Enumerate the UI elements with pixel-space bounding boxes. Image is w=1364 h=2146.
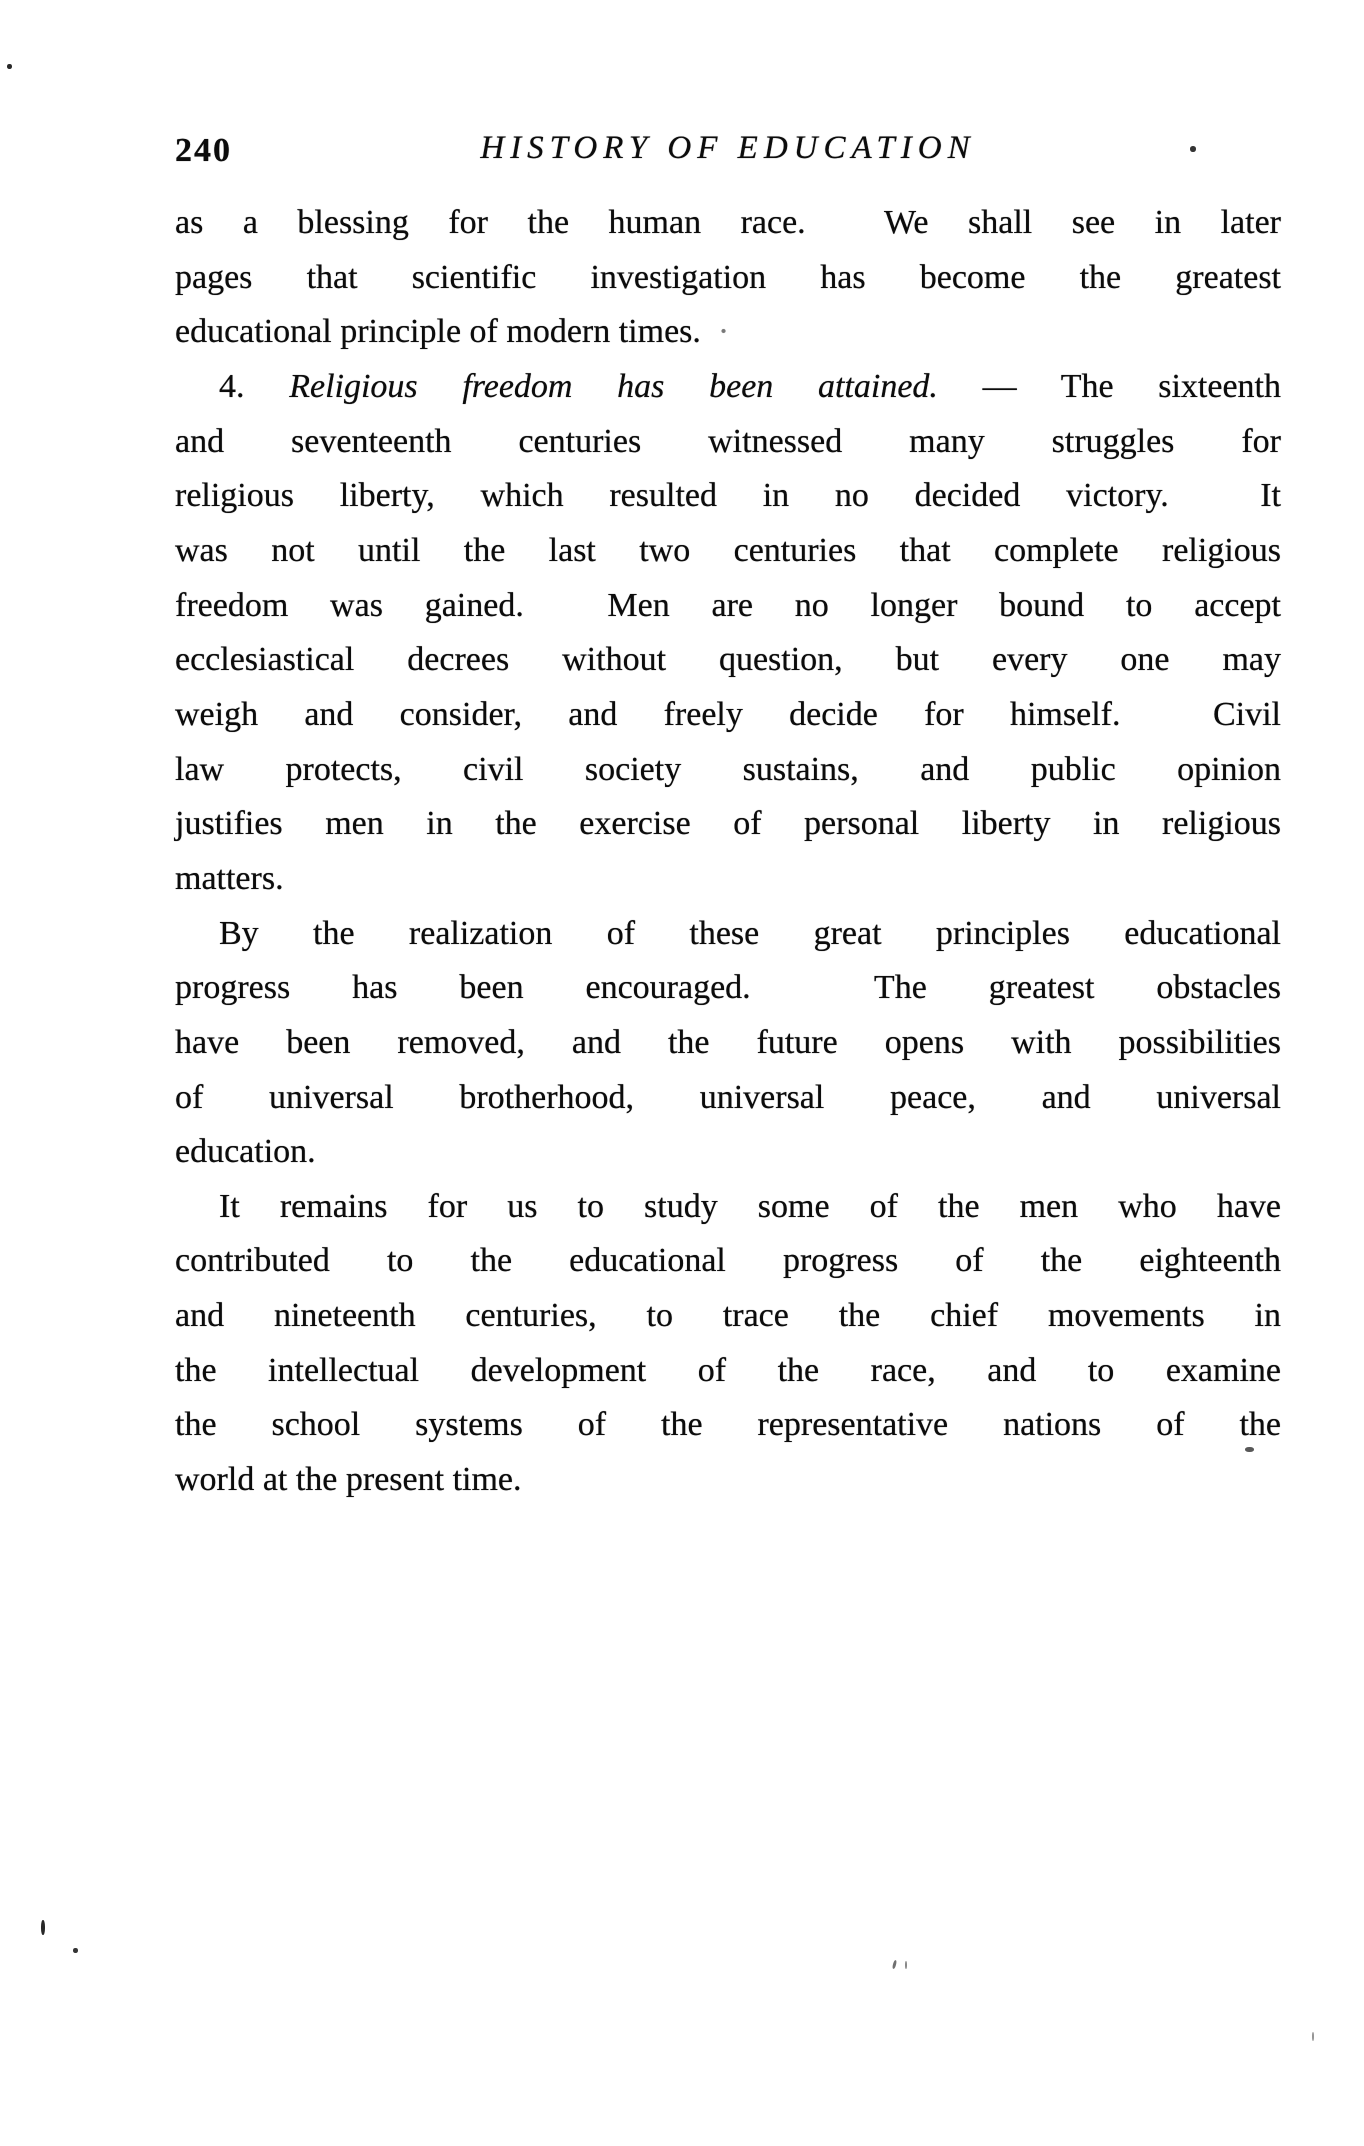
ink-speck xyxy=(1190,146,1196,152)
text-segment: · xyxy=(700,313,730,351)
text-segment: as a blessing for the human race. We shall see in later xyxy=(175,204,1281,241)
running-title: HISTORY OF EDUCATION xyxy=(480,130,976,166)
ink-speck xyxy=(41,1920,45,1935)
text-line xyxy=(175,469,1281,524)
ink-speck xyxy=(7,64,12,69)
ink-speck xyxy=(73,1948,78,1953)
text-segment: education. xyxy=(175,1133,316,1171)
text-line xyxy=(175,1453,1281,1508)
ink-speck xyxy=(1245,1447,1254,1452)
text-segment: educational principle of modern times. xyxy=(175,313,701,351)
italic-text-segment: Religious freedom has been attained. xyxy=(289,367,938,405)
text-segment: It remains for us to study some of the men who have xyxy=(219,1187,1281,1225)
text-segment: contributed to the educational progress of the eighteenth xyxy=(175,1242,1281,1280)
text-line xyxy=(175,360,1281,415)
text-line xyxy=(175,1016,1281,1071)
text-line xyxy=(175,743,1281,798)
text-segment: the school systems of the representative nations of the xyxy=(175,1406,1281,1444)
page-number: 240 xyxy=(175,132,232,169)
text-line xyxy=(175,1344,1281,1399)
text-segment: of universal brotherhood, universal peace, and universal xyxy=(175,1078,1281,1116)
text-segment: progress has been encouraged. The greatest obstacles xyxy=(175,969,1281,1007)
text-segment: world at the present time. xyxy=(175,1461,522,1499)
text-segment: 4. xyxy=(219,367,290,405)
ink-speck xyxy=(905,1961,907,1969)
text-segment: freedom was gained. Men are no longer bound to accept xyxy=(175,586,1281,624)
text-line xyxy=(175,633,1281,688)
text-line xyxy=(175,797,1281,852)
text-line xyxy=(175,1289,1281,1344)
text-segment: and nineteenth centuries, to trace the chief movements in xyxy=(175,1297,1281,1335)
text-line xyxy=(175,1180,1281,1235)
text-segment: the intellectual development of the race, and to examine xyxy=(175,1351,1281,1389)
ink-speck xyxy=(892,1960,897,1969)
text-line xyxy=(175,961,1281,1016)
text-line xyxy=(175,1234,1281,1289)
text-segment: ecclesiastical decrees without question, but every one may xyxy=(175,641,1281,679)
text-segment: weigh and consider, and freely decide for himself. Civil xyxy=(175,695,1281,733)
text-segment: matters. xyxy=(175,859,284,897)
text-line xyxy=(175,907,1281,962)
text-segment: have been removed, and the future opens with possibilities xyxy=(175,1023,1281,1061)
text-line xyxy=(175,579,1281,634)
ink-speck xyxy=(1312,2032,1314,2041)
text-line xyxy=(175,196,1281,251)
text-line xyxy=(175,305,1281,360)
text-line xyxy=(175,688,1281,743)
text-line xyxy=(175,415,1281,470)
text-line xyxy=(175,852,1281,907)
page-header xyxy=(175,130,1281,172)
text-segment: pages that scientific investigation has become the greatest xyxy=(175,258,1281,296)
text-line xyxy=(175,1071,1281,1126)
text-line xyxy=(175,251,1281,306)
text-line xyxy=(175,524,1281,579)
text-segment: law protects, civil society sustains, and public opinion xyxy=(175,750,1281,788)
text-segment: justifies men in the exercise of personal liberty in religious xyxy=(175,805,1281,843)
text-segment: religious liberty, which resulted in no decided victory. It xyxy=(175,477,1281,515)
text-line xyxy=(175,1125,1281,1180)
text-line xyxy=(175,1398,1281,1453)
body-text xyxy=(175,196,1281,1508)
text-segment: was not until the last two centuries that complete religious xyxy=(175,531,1281,569)
text-segment: and seventeenth centuries witnessed many struggles for xyxy=(175,422,1281,460)
text-segment: By the realization of these great principles educational xyxy=(219,914,1281,952)
text-segment: — The sixteenth xyxy=(937,367,1282,405)
